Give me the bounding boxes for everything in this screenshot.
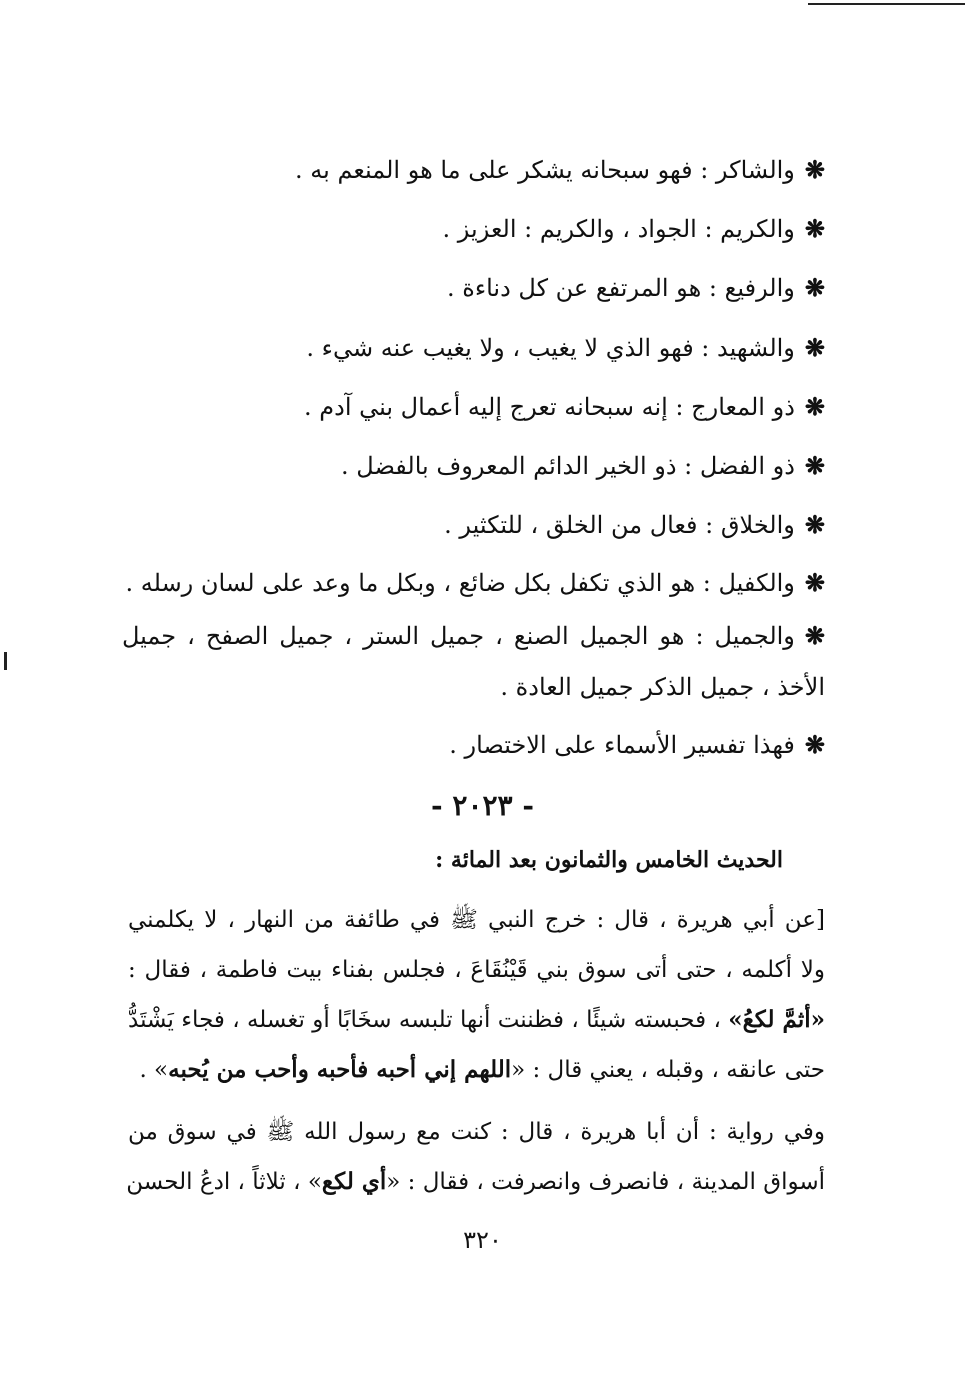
hadith-title: الحديث الخامس والثمانون بعد المائة : [435, 847, 783, 873]
bullet-item-maarij [304, 387, 825, 427]
quoted-phrase: «أثمَّ لكعُ» [728, 1006, 825, 1033]
asterisk-bullet-icon: ❋ [804, 155, 825, 184]
bullet-item-shahid [306, 328, 825, 368]
paragraph1-line3 [128, 1000, 825, 1040]
asterisk-bullet-icon: ❋ [804, 730, 825, 759]
bullet-text: والكريم : الجواد ، والكريم : العزيز . [442, 215, 795, 243]
bullet-item-kafil [126, 563, 826, 603]
closing-statement [449, 725, 825, 765]
bullet-text: ذو الفضل : ذو الخير الدائم المعروف بالفضل . [341, 452, 795, 480]
asterisk-bullet-icon: ❋ [804, 451, 825, 480]
bullet-item-shakir [295, 150, 825, 190]
bullet-text: ذو المعارج : إنه سبحانه تعرج إليه أعمال بني آدم . [304, 393, 795, 421]
hadith-number: - ٢٠٢٣ - [431, 789, 534, 822]
page-number: ٣٢٠ [463, 1226, 502, 1254]
asterisk-bullet-icon: ❋ [804, 568, 825, 597]
closing-text: فهذا تفسير الأسماء على الاختصار . [449, 731, 795, 759]
asterisk-bullet-icon: ❋ [804, 273, 825, 302]
bullet-item-fadl [341, 446, 825, 486]
paragraph-text: » . [139, 1057, 169, 1083]
quoted-phrase: أي لكع [321, 1168, 387, 1195]
bullet-text: والشاكر : فهو سبحانه يشكر على ما هو المنعم به . [295, 156, 795, 184]
bullet-item-karim [443, 209, 825, 249]
paragraph-text: حتى عانقه ، وقبله ، يعني قال : « [511, 1057, 825, 1083]
bullet-item-rafi [447, 268, 825, 308]
asterisk-bullet-icon: ❋ [804, 621, 825, 650]
bullet-text: والجميل : هو الجميل الصنع ، جميل الستر ، جميل الصفح ، جميل [122, 622, 795, 650]
bullet-text: والرفيع : هو المرتفع عن كل دناءة . [446, 274, 795, 302]
bullet-item-jamil-continued [500, 667, 825, 707]
paragraph2-line2 [128, 1162, 825, 1202]
asterisk-bullet-icon: ❋ [804, 333, 825, 362]
paragraph-text: أسواق المدينة ، فانصرف وانصرفت ، فقال : « [386, 1169, 825, 1195]
bullet-item-jamil [122, 616, 825, 656]
quoted-prayer: اللهم إني أحبه فأحبه وأحب من يُحبه [168, 1056, 512, 1083]
asterisk-bullet-icon: ❋ [804, 214, 825, 243]
paragraph-text: ، فحبسته شيئًا ، فظننت أنها تلبسه سخَابًا أو تغسله ، فجاء يَشْتَدُّ [128, 1007, 721, 1033]
bullet-text: والشهيد : فهو الذي لا يغيب ، ولا يغيب عنه شيء . [306, 334, 795, 362]
bullet-text: الأخذ ، جميل الذكر جميل العادة . [500, 673, 825, 701]
bullet-item-khallaq [444, 505, 825, 545]
paragraph1-line2: ولا أكلمه ، حتى أتى سوق بني قَيْنُقَاعَ ، فجلس بفناء بيت فاطمة ، فقال : [128, 957, 825, 983]
paragraph1-line4 [128, 1050, 825, 1090]
paragraph1-line1: [عن أبي هريرة ، قال : خرج النبي ﷺ في طائفة من النهار ، لا يكلمني [128, 907, 825, 933]
asterisk-bullet-icon: ❋ [804, 510, 825, 539]
bullet-text: والكفيل : هو الذي تكفل بكل ضائع ، وبكل ما وعد على لسان رسله . [125, 569, 795, 597]
asterisk-bullet-icon: ❋ [804, 392, 825, 421]
paragraph-text: » ، ثلاثاً ، ادعُ الحسن [126, 1169, 322, 1195]
bullet-text: والخلاق : فعال من الخلق ، للتكثير . [444, 511, 795, 539]
paragraph2-line1: وفي رواية : أن أبا هريرة ، قال : كنت مع رسول الله ﷺ في سوق من [128, 1119, 825, 1145]
